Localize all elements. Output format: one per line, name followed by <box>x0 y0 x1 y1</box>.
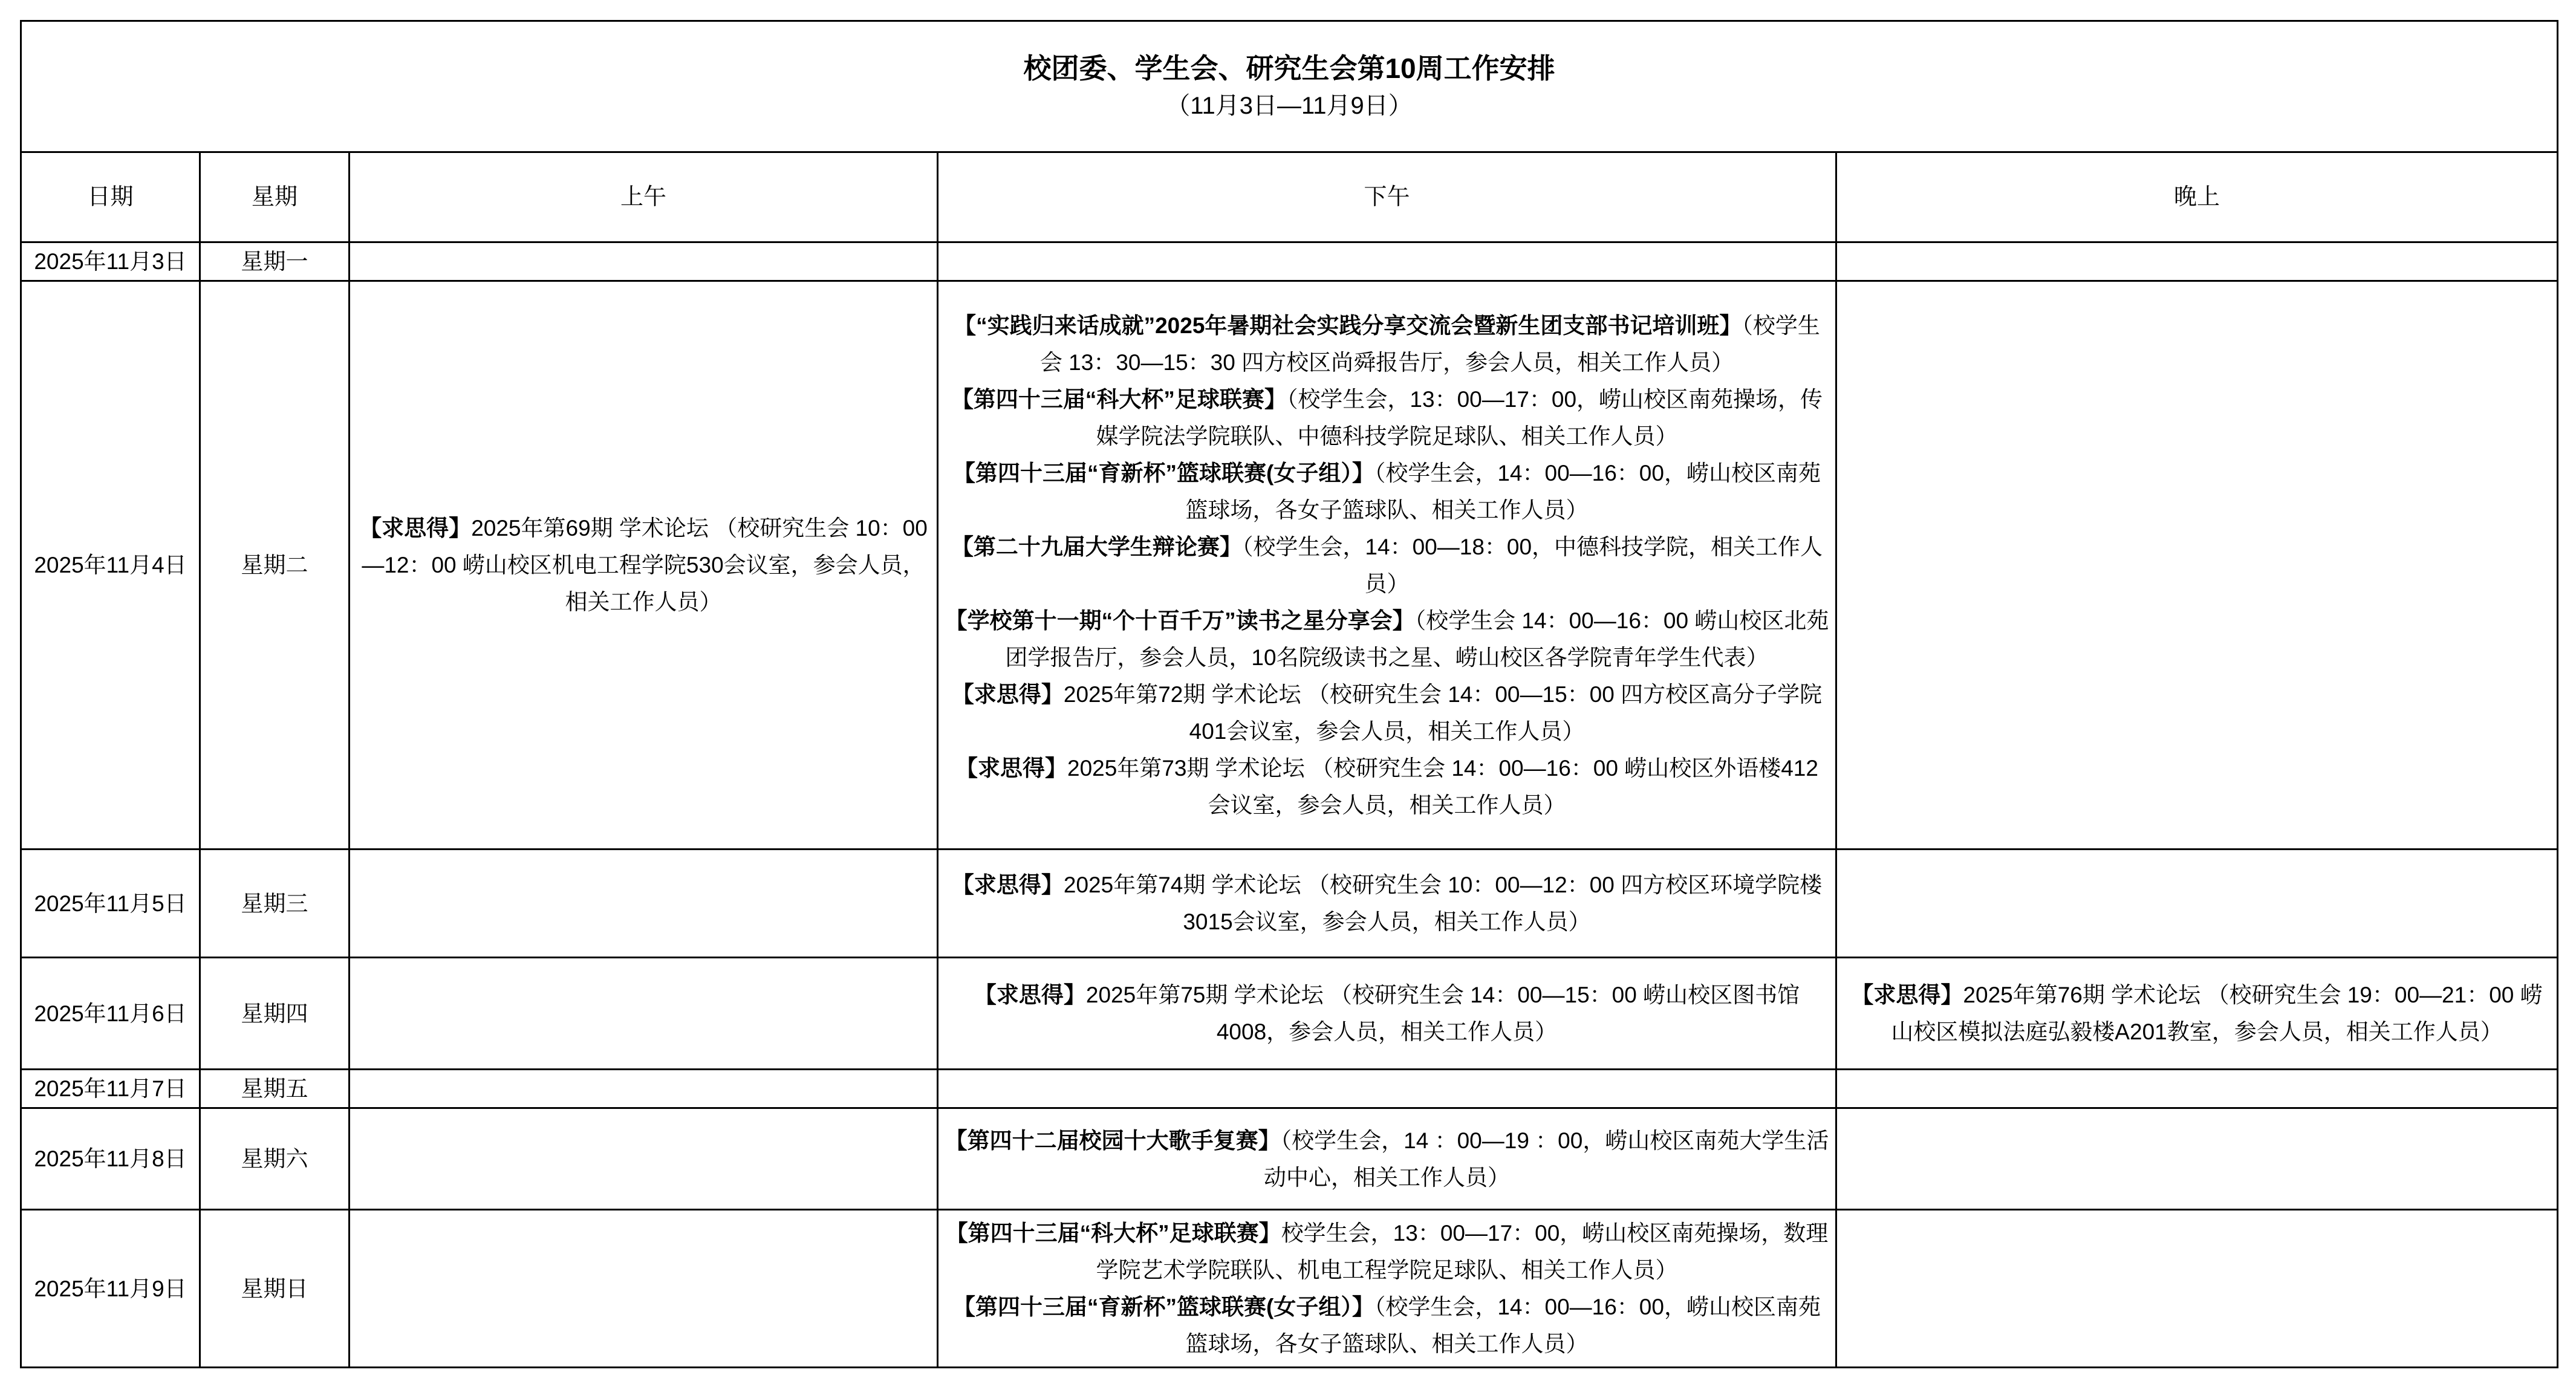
afternoon-cell <box>938 281 1836 850</box>
header-afternoon: 下午 <box>938 152 1836 242</box>
event-entry <box>945 676 1829 750</box>
date-cell: 2025年11月4日 <box>21 281 200 850</box>
event-title: 【求思得】 <box>951 681 1064 707</box>
evening-cell <box>1836 958 2558 1070</box>
event-details: （校学生会 13：30—15：30 四方校区尚舜报告厅，参会人员，相关工作人员） <box>1039 313 1820 375</box>
event-title: 【第二十九届大学生辩论赛】 <box>951 534 1242 559</box>
header-date: 日期 <box>21 152 200 242</box>
evening-cell <box>1836 850 2558 958</box>
weekday-cell: 星期四 <box>200 958 350 1070</box>
table-row <box>21 958 2558 1070</box>
schedule-table <box>20 20 2558 1368</box>
event-title: 【第四十三届“育新杯”篮球联赛(女子组）】 <box>953 1295 1374 1319</box>
header-row <box>21 152 2558 242</box>
weekday-cell: 星期三 <box>200 850 350 958</box>
title-cell <box>21 21 2558 152</box>
event-details: 2025年第76期 学术论坛 （校研究生会 19：00—21：00 崂山校区模拟法庭弘毅楼A201教室，参会人员，相关工作人员） <box>1891 983 2543 1044</box>
event-title: 【第四十二届校园十大歌手复赛】 <box>945 1128 1281 1153</box>
event-entry <box>945 1288 1829 1362</box>
date-cell: 2025年11月9日 <box>21 1210 200 1368</box>
evening-cell <box>1836 1210 2558 1368</box>
weekday-cell: 星期五 <box>200 1070 350 1108</box>
event-entry <box>945 866 1829 940</box>
event-details: 2025年第69期 学术论坛 （校研究生会 10：00—12：00 崂山校区机电工程学院530会议室，参会人员，相关工作人员） <box>362 516 928 614</box>
event-details: （校学生会，14：00—16：00，崂山校区南苑篮球场，各女子篮球队、相关工作人员） <box>1185 460 1821 522</box>
table-row <box>21 1108 2558 1210</box>
event-details: 2025年第72期 学术论坛 （校研究生会 14：00—15：00 四方校区高分子学院401会议室，参会人员，相关工作人员） <box>1063 681 1823 744</box>
event-entry <box>945 455 1829 528</box>
morning-cell <box>350 281 938 850</box>
event-entry <box>945 976 1829 1050</box>
event-entry <box>945 1215 1829 1288</box>
event-details: （校学生会，14：00—18：00，中德科技学院，相关工作人员） <box>1241 534 1823 596</box>
afternoon-cell <box>938 1108 1836 1210</box>
event-entry <box>945 1122 1829 1196</box>
event-title: 【求思得】 <box>359 516 472 541</box>
event-details: 2025年第74期 学术论坛 （校研究生会 10：00—12：00 四方校区环境学院楼3015会议室，参会人员，相关工作人员） <box>1063 872 1823 934</box>
date-cell: 2025年11月7日 <box>21 1070 200 1108</box>
event-title: 【第四十三届“科大杯”足球联赛】 <box>951 386 1287 412</box>
event-details: 2025年第75期 学术论坛 （校研究生会 14：00—15：00 崂山校区图书馆4008，参会人员，相关工作人员） <box>1085 983 1800 1044</box>
date-cell: 2025年11月8日 <box>21 1108 200 1210</box>
morning-cell <box>350 1108 938 1210</box>
event-title: 【求思得】 <box>1851 983 1963 1007</box>
weekday-cell: 星期日 <box>200 1210 350 1368</box>
header-evening: 晚上 <box>1836 152 2558 242</box>
table-row <box>21 850 2558 958</box>
evening-cell <box>1836 242 2558 281</box>
event-title: 【求思得】 <box>951 872 1064 897</box>
morning-cell <box>350 1210 938 1368</box>
evening-cell <box>1836 281 2558 850</box>
morning-cell <box>350 242 938 281</box>
afternoon-cell <box>938 850 1836 958</box>
event-entry <box>945 528 1829 602</box>
event-details: （校学生会，14 ：00—19 ：00，崂山校区南苑大学生活动中心，相关工作人员） <box>1264 1128 1829 1190</box>
page-title: 校团委、学生会、研究生会第10周工作安排 <box>1023 53 1555 84</box>
afternoon-cell <box>938 958 1836 1070</box>
event-title: 【第四十三届“科大杯”足球联赛】 <box>945 1221 1281 1246</box>
event-title: 【第四十三届“育新杯”篮球联赛(女子组）】 <box>953 460 1374 486</box>
afternoon-cell <box>938 1070 1836 1108</box>
table-row <box>21 242 2558 281</box>
weekday-cell: 星期六 <box>200 1108 350 1210</box>
weekday-cell: 星期一 <box>200 242 350 281</box>
table-row <box>21 1070 2558 1108</box>
event-entry <box>945 381 1829 455</box>
header-weekday: 星期 <box>200 152 350 242</box>
header-morning: 上午 <box>350 152 938 242</box>
event-entry <box>356 510 931 620</box>
event-entry <box>945 750 1829 824</box>
date-cell: 2025年11月3日 <box>21 242 200 281</box>
morning-cell <box>350 958 938 1070</box>
table-row <box>21 1210 2558 1368</box>
date-cell: 2025年11月6日 <box>21 958 200 1070</box>
event-title: 【求思得】 <box>974 983 1086 1007</box>
event-title: 【“实践归来话成就”2025年暑期社会实践分享交流会暨新生团支部书记培训班】 <box>954 313 1742 338</box>
date-cell: 2025年11月5日 <box>21 850 200 958</box>
afternoon-cell <box>938 242 1836 281</box>
event-entry <box>945 307 1829 381</box>
event-title: 【学校第十一期“个十百千万”读书之星分享会】 <box>945 608 1415 633</box>
morning-cell <box>350 850 938 958</box>
evening-cell <box>1836 1108 2558 1210</box>
event-entry <box>945 602 1829 676</box>
event-details: 2025年第73期 学术论坛 （校研究生会 14：00—16：00 崂山校区外语楼412会议室，参会人员，相关工作人员） <box>1067 755 1818 817</box>
morning-cell <box>350 1070 938 1108</box>
evening-cell <box>1836 1070 2558 1108</box>
event-entry <box>1846 976 2548 1050</box>
event-details: （校学生会 14：00—16：00 崂山校区北苑团学报告厅，参会人员，10名院级读书之星、崂山校区各学院青年学生代表） <box>1005 608 1829 670</box>
event-title: 【求思得】 <box>955 755 1068 781</box>
weekday-cell: 星期二 <box>200 281 350 850</box>
event-details: （校学生会，13：00—17：00，崂山校区南苑操场，传媒学院法学院联队、中德科技学院足球队、相关工作人员） <box>1096 386 1823 449</box>
date-range: （11月3日—11月9日） <box>1166 93 1413 119</box>
table-row <box>21 281 2558 850</box>
afternoon-cell <box>938 1210 1836 1368</box>
event-details: 校学生会，13：00—17：00，崂山校区南苑操场，数理学院艺术学院联队、机电工程学院足球队、相关工作人员） <box>1096 1221 1829 1282</box>
event-details: （校学生会，14：00—16：00，崂山校区南苑篮球场，各女子篮球队、相关工作人员） <box>1185 1295 1821 1356</box>
